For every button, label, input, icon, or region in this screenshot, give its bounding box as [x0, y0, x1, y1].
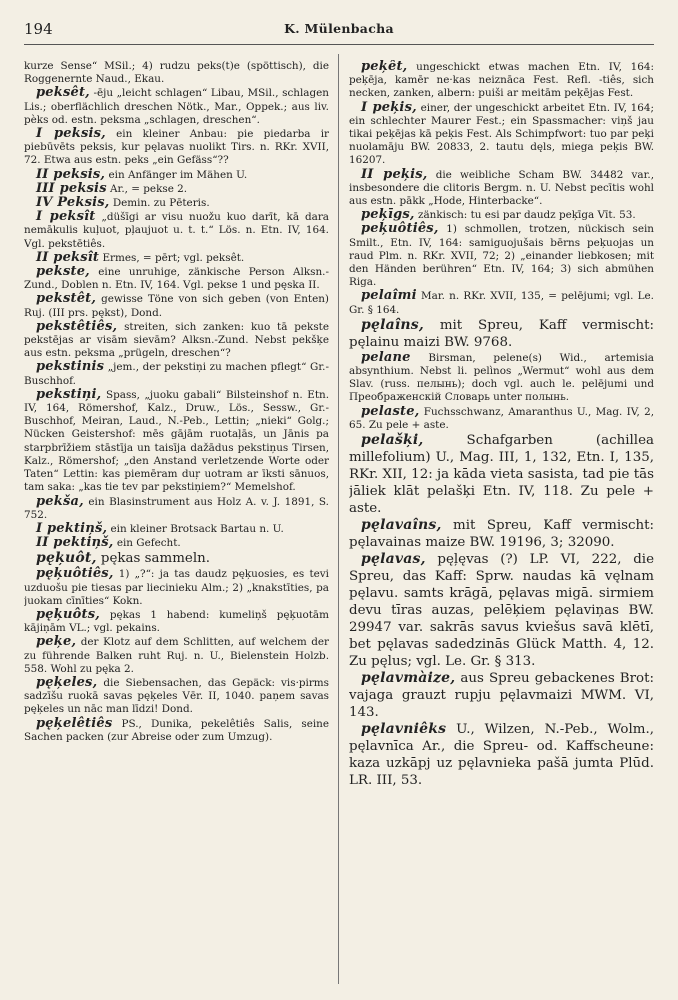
headword: pęlavniêks — [361, 721, 447, 738]
dictionary-entry — [349, 60, 654, 101]
dictionary-entry — [24, 210, 329, 251]
entry-text: U., Wilzen, N.-Peb., Wolm., pęlavnīca Ar., die Spreu- od. Kaffscheune: kaza uzkāpj uz pęlavnieka pašā jumta Plūd. LR. III, 53. — [349, 722, 654, 789]
headword: pęķuôt, — [36, 550, 97, 567]
headword: pekstinis — [36, 359, 105, 375]
headword: peķêt, — [361, 60, 408, 74]
dictionary-entry — [24, 567, 329, 608]
dictionary-entry — [349, 721, 654, 789]
headword: pekstiņi, — [36, 386, 102, 402]
dictionary-entry — [24, 86, 329, 127]
entry-text: mit Spreu, Kaff vermischt: pęlainu maizi BW. 9768. — [349, 317, 654, 350]
entry-text: Demin. zu Pēteris. — [112, 197, 210, 210]
entry-text: ungeschickt etwas machen Etn. IV, 164: peķēja, kamēr ne·kas neiznāca Fest. Refl. -tiês, sich necken, zanken, albern: puiši ar meitām peķējas Fest. — [349, 61, 654, 100]
entry-text: ein kleiner Brotsack Bartau n. U. — [110, 522, 284, 535]
entry-text: Fuchsschwanz, Amaranthus U., Mag. IV, 2, 65. Zu pele + aste. — [349, 405, 654, 431]
entry-text: 1) „?“: ja tas daudz pęķuosies, es tevi uzduošu pie tiesas par liecinieku Alm.; 2) „knakstīties, pa juokam cīnīties“ Kokn. — [24, 568, 329, 607]
left-column — [24, 60, 329, 988]
headword: pęlaîns, — [361, 316, 424, 333]
dictionary-entry — [24, 608, 329, 635]
columns — [24, 60, 654, 988]
entry-text: ein Blasinstrument aus Holz A. v. J. 1891, S. 752. — [24, 495, 329, 521]
dictionary-entry — [349, 405, 654, 432]
dictionary-entry — [349, 432, 654, 517]
entry-text: „düšīgi ar visu nuožu kuo darīt, kā dara nemākulis kuļuot, pļaujuot u. t. t.“ Lös. n. Etn. IV, 164. Vgl. pekstētiês. — [24, 211, 329, 250]
headword: pęķelêtiês — [36, 715, 113, 731]
entry-text: der Klotz auf dem Schlitten, auf welchem der zu führende Balken ruht Ruj. n. U., Bielenstein Holzb. 558. Wohl zu pęka 2. — [24, 636, 329, 675]
headword: pelaîmi — [361, 288, 417, 304]
headword: pęlavaîns, — [361, 517, 442, 534]
headword: peķīgs, — [361, 207, 415, 223]
entry-text: ein Anfänger im Mähen U. — [108, 168, 248, 181]
dictionary-entry — [24, 635, 329, 676]
right-column — [349, 60, 654, 988]
dictionary-entry — [24, 550, 329, 567]
dictionary-entry — [24, 196, 329, 210]
entry-text: 1) schmollen, trotzen, nückisch sein Smilt., Etn. IV, 164: samiguojušais bērns peķuojas un raud Plm. n. RKr. XVII, 72; 2) „einander liebkosen; mit den Händen berühren“ Etn. IV, 164; 3) sich abmühen Riga. — [349, 223, 654, 289]
entry-text: ein Gefecht. — [116, 537, 181, 550]
dictionary-entry — [349, 551, 654, 670]
dictionary-entry — [24, 320, 329, 361]
dictionary-entry — [349, 289, 654, 316]
entry-text: eine unruhige, zänkische Person Alksn.-Zund., Doblen n. Etn. IV, 164. Vgl. pekse 1 und pęska II. — [24, 266, 329, 292]
headword: peķuôtiês, — [361, 221, 439, 237]
dictionary-entry — [24, 265, 329, 292]
headword: peksêt, — [36, 85, 90, 101]
entry-text: die Siebensachen, das Gepäck: vis·pirms sadzīšu ruokā savas pęķeles Vēr. II, 1040. paņem savas pęķeles un nāc man līdzi! Dond. — [24, 676, 329, 716]
entry-text: gewisse Töne von sich geben (von Enten) Ruj. (III prs. pękst), Dond. — [24, 293, 329, 319]
dictionary-entry — [24, 676, 329, 717]
headword: I peksis, — [36, 126, 106, 142]
entry-text: Schafgarben (achillea millefolium) U., Mag. III, 1, 132, Etn. I, 135, RKr. XII, 12: ja kāda vieta sasista, tad pie tās jāliek klāt pelašķi Etn. IV, 118. Zu pele + aste. — [349, 433, 654, 517]
entry-text: pęļęvas (?) LP. VI, 222, die Spreu, das Kaff: Sprw. naudas kā vęlnam pęlavu. samts krāgā, pęlavas migā. sirmiem devu tīras auzas, pelēķiem pęlaviņas BW. 29947 var. sakrās savus kviešus savā klētī, bet pęlavas sadedzinās Glück Matth. 4, 12. Zu pęlus; vgl. Le. Gr. § 313. — [349, 552, 654, 670]
entry-text: aus Spreu gebackenes Brot: vajaga grauzt rupju pęlavmaizi MWM. VI, 143. — [349, 671, 654, 721]
entry-text: ein kleiner Anbau: pie piedarba ir piebūvēts peksis, kur pęlavas nuolikt Tirs. n. RKr. XVII, 72. Etwa aus estn. peks „ein Gefäss“?? — [24, 128, 329, 167]
entry-text: Mar. n. RKr. XVII, 135, = pelējumi; vgl. Le. Gr. § 164. — [349, 290, 654, 316]
dictionary-entry — [349, 351, 654, 405]
dictionary-entry — [24, 168, 329, 182]
entry-text: „jem., der pekstiņi zu machen pflegt“ Gr.-Buschhof. — [24, 361, 329, 387]
dictionary-entry — [349, 517, 654, 551]
entry-text: pękas sammeln. — [100, 551, 210, 567]
headword: I pektiņš, — [36, 520, 108, 536]
headword: peķe, — [36, 634, 77, 650]
dictionary-entry — [24, 522, 329, 536]
headword: pęlavmàize, — [361, 670, 456, 687]
entry-text: mit Spreu, Kaff vermischt: pęlavainas maize BW. 19196, 3; 32090. — [349, 518, 654, 551]
dictionary-entry — [24, 127, 329, 168]
headword: pekša, — [36, 493, 84, 509]
dictionary-entry — [349, 168, 654, 209]
page-number: 194 — [24, 20, 53, 38]
dictionary-entry — [24, 495, 329, 522]
entry-text: einer, der ungeschickt arbeitet Etn. IV, 164; ein schlechter Maurer Fest.; ein Spassmacher: viņš jau tikai peķējas kā peķis Fest. Als Schimpfwort: tuo par peķi nuolamāju BW. 20833, 2. tautu dęls, miega peķis BW. 16207. — [349, 101, 654, 167]
entry-text: Ermes, = pērt; vgl. peksêt. — [102, 251, 245, 264]
dictionary-entry — [349, 670, 654, 721]
headword: I peķis, — [361, 99, 417, 115]
headword: II peksît — [36, 249, 100, 265]
headword: III peksis — [36, 180, 107, 196]
headword: pekstêtiês, — [36, 318, 118, 334]
running-head: K. Mülenbacha — [284, 21, 394, 36]
entry-text: -ēju „leicht schlagen“ Libau, MSil., schlagen Lis.; oberflächlich dreschen Nötk., Mar., Oppek.; aus liv. pèks od. estn. peksma „schlagen, dreschen“. — [24, 87, 329, 126]
headword: II peksis, — [36, 166, 106, 182]
dictionary-entry — [24, 717, 329, 744]
headword: pęlavas, — [361, 551, 426, 568]
headword: pekste, — [36, 264, 90, 280]
entry-text: Ar., = pekse 2. — [110, 182, 188, 195]
entry-text: kurze Sense“ MSil.; 4) rudzu peks(t)e (spöttisch), die Roggenernte Naud., Ekau. — [24, 60, 329, 86]
dictionary-entry — [349, 101, 654, 168]
page-header — [24, 18, 654, 45]
dictionary-entry — [349, 208, 654, 222]
headword: pelane — [361, 349, 411, 365]
dictionary-entry — [24, 536, 329, 550]
entry-text: Birsman, pelene(s) Wid., artemisia absynthium. Nebst li. pelìnos „Wermut“ wohl aus dem Slav. (russ. пелынь); doch vgl. auch le. pelējumi und Преображенскій Словарь unter полынь. — [349, 351, 654, 404]
entry-text: zänkisch: tu esi par daudz peķīga Vīt. 53. — [417, 209, 636, 222]
dictionary-entry — [24, 292, 329, 319]
headword: pęķeles, — [36, 674, 98, 690]
headword: I peksît — [36, 209, 96, 225]
entry-text: pękas 1 habend: kumeliņš pęķuotām kājiņām VL.; vgl. pekains. — [24, 608, 329, 635]
dictionary-page — [24, 18, 654, 988]
headword: II pektiņš, — [36, 535, 114, 551]
dictionary-entry — [24, 251, 329, 265]
entry-text: Spass, „juoku gabali“ Bilsteinshof n. Etn. IV, 164, Römershof, Kalz., Druw., Lös., Sessw., Gr.-Buschhof, Meiran, Laud., N.-Peb., Lettin; „nieki“ Golg.; Nücken Geistershof: mēs gājām ruotaļās, un Jānis pa starpbrīžiem stāstīja un taisīja dažādus pekstiņus Tirsen, Kalz., Römershof; „den Anstand verletzende Worte oder Taten“ Lettin: kas piemēram duŗ uotram ar īksti sānuos, tam saka: „kas tie tev par pekstiņiem?“ Memelshof. — [24, 388, 329, 494]
dictionary-entry — [24, 182, 329, 196]
headword: pekstêt, — [36, 291, 97, 307]
dictionary-entry — [24, 360, 329, 387]
entry-text: PS., Dunika, pekelêtiês Salis, seine Sachen packen (zur Abreise oder zum Umzug). — [24, 717, 329, 743]
headword: pelaste, — [361, 403, 420, 419]
dictionary-entry — [24, 60, 329, 86]
headword: pęķuôtiês, — [36, 566, 114, 582]
headword: pęķuôts, — [36, 606, 100, 622]
headword: II peķis, — [361, 166, 428, 182]
entry-text: streiten, sich zanken: kuo tā pekste pekstējas ar visām sievām? Alksn.-Zund. Nebst pekšķe aus estn. peksma „prügeln, dreschen“? — [24, 320, 329, 360]
dictionary-entry — [24, 388, 329, 495]
headword: IV Peksis, — [36, 195, 110, 211]
dictionary-entry — [349, 222, 654, 289]
entry-text: die weibliche Scham BW. 34482 var., insbesondere die clitoris Bergm. n. U. Nebst pecītis wohl aus estn. pākk „Hode, Hinterbacke“. — [349, 168, 654, 208]
headword: pelašķi, — [361, 432, 424, 449]
dictionary-entry — [349, 317, 654, 351]
